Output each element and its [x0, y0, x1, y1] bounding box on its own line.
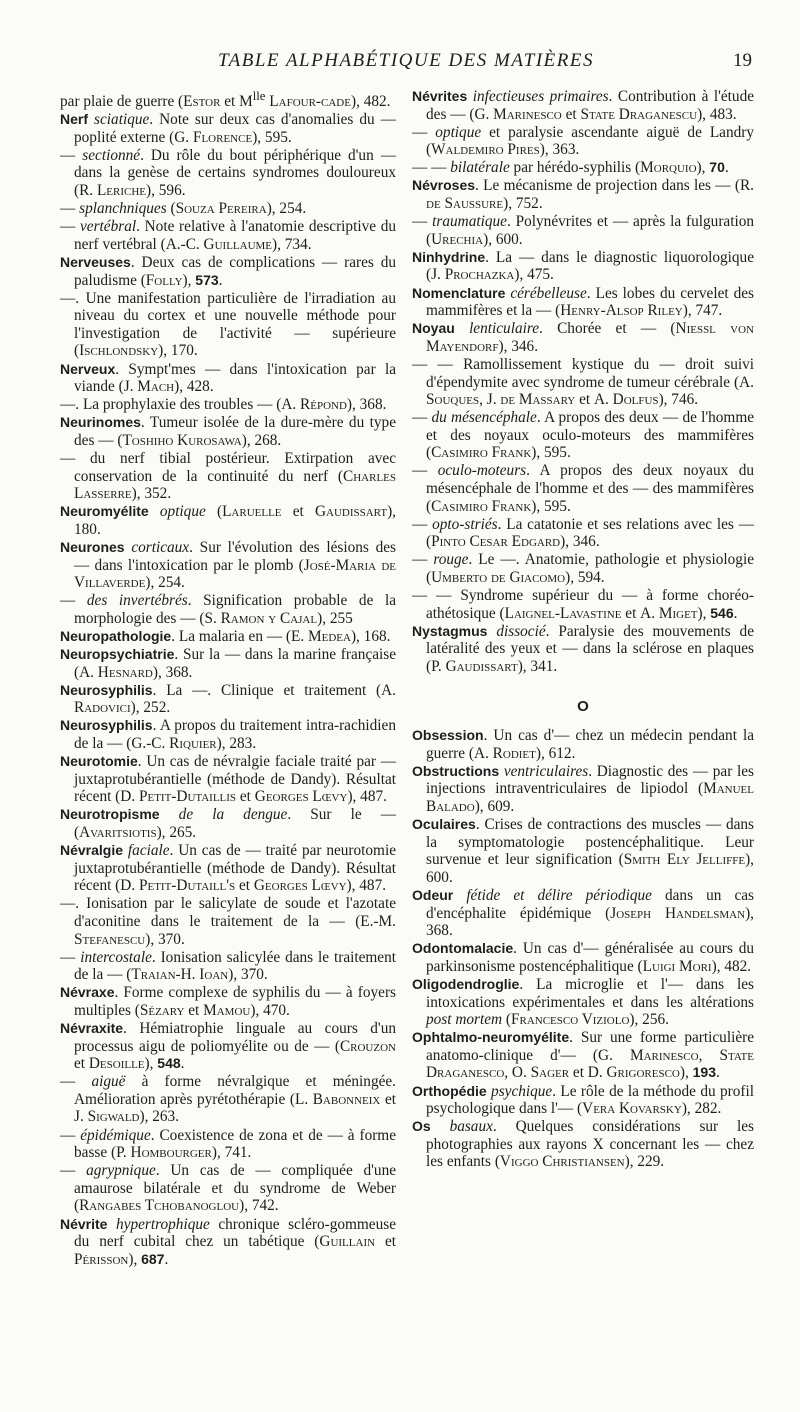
index-entry: — oculo-moteurs. A propos des deux noyaux du mésencéphale de l'homme et des — des mammifères (Casimiro Frank), 595.	[412, 462, 754, 515]
entries-n	[412, 88, 754, 676]
index-entry: Nerveuses. Deux cas de complications — rares du paludisme (Folly), 573.	[60, 253, 396, 289]
index-entry: Nystagmus dissocié. Paralysie des mouvements de latéralité des yeux et — dans la sclérose en plaques (P. Gaudissart), 341.	[412, 622, 754, 675]
index-entry: Névrite hypertrophique chronique scléro-gommeuse du nerf cubital chez un tabétique (Guillain et Périsson), 687.	[60, 1215, 396, 1268]
index-entry: — agrypnique. Un cas de — compliquée d'une amaurose bilatérale et du syndrome de Weber (Rangabes Tchobanoglou), 742.	[60, 1162, 397, 1215]
index-entry: Obsession. Un cas d'— chez un médecin pendant la guerre (A. Rodiet), 612.	[412, 727, 754, 762]
index-entry: — du nerf tibial postérieur. Extirpation avec conservation de la continuité du nerf (Charles Lasserre), 352.	[60, 449, 396, 503]
index-entry: Ophtalmo-neuromyélite. Sur une forme particulière anatomo-clinique d'— (G. Marinesco, State Draganesco, O. Sager et D. Grigoresco), 193.	[412, 1029, 754, 1082]
index-entry: Neuromyélite optique (Laruelle et Gaudissart), 180.	[60, 503, 396, 538]
index-entry: — rouge. Le —. Anatomie, pathologie et physiologie (Umberto de Giacomo), 594.	[412, 551, 754, 587]
section-letter-o: O	[577, 697, 589, 715]
index-entry: —. Ionisation par le salicylate de soude et l'azotate d'aconitine dans le traitement de la — (E.-M. Stefanescu), 370.	[60, 895, 396, 948]
index-entry: Névrites infectieuses primaires. Contribution à l'étude des — (G. Marinesco et State Draganescu), 483.	[412, 88, 755, 123]
index-entry: Neuropathologie. La malaria en — (E. Medea), 168.	[60, 627, 391, 645]
index-entry: Neurotomie. Un cas de névralgie faciale traité par — juxtaprotubérantielle (méthode de Dandy). Résultat récent (D. Petit-Dutaillis et Georges Lœvy), 487.	[60, 753, 396, 806]
index-entry: — intercostale. Ionisation salicylée dans le traitement de la — (Traian-H. Ioan), 370.	[60, 948, 396, 984]
index-entry: — — Syndrome supérieur du — à forme choréo-athétosique (Laignel-Lavastine et A. Miget), 546.	[412, 587, 754, 622]
right-column	[412, 88, 754, 1172]
index-entry: Neurotropisme de la dengue. Sur le — (Avaritsiotis), 265.	[60, 806, 396, 841]
index-entry: Neurosyphilis. A propos du traitement intra-rachidien de la — (G.-C. Riquier), 283.	[60, 717, 396, 752]
index-entry: Névralgie faciale. Un cas de — traité par neurotomie juxtaprotubérantielle (méthode de Dandy). Résultat récent (D. Petit-Dutaill's et Georges Lœvy), 487.	[60, 842, 396, 895]
entries-o	[412, 727, 754, 1171]
index-entry: Neurones corticaux. Sur l'évolution des lésions des — dans l'intoxication par le plomb (José-Maria de Villaverde), 254.	[60, 538, 396, 592]
index-entry: Nerf sciatique. Note sur deux cas d'anomalies du — poplité externe (G. Florence), 595.	[60, 111, 396, 146]
index-entry: — — Ramollissement kystique du — droit suivi d'épendymite avec syndrome de tumeur cérébrale (A. Souques, J. de Massary et A. Dolfus), 746.	[412, 355, 754, 409]
index-entry: Neurinomes. Tumeur isolée de la dure-mère du type des — (Toshiho Kurosawa), 268.	[60, 414, 396, 449]
index-entry: Orthopédie psychique. Le rôle de la méthode du profil psychologique dans l'— (Vera Kovarsky), 282.	[412, 1082, 754, 1118]
index-entry: par plaie de guerre (Estor et $M^{lle}$ Lafour-cade), 482.	[60, 89, 391, 111]
index-entry: Névraxite. Hémiatrophie linguale au cours d'un processus aigu de poliomyélite ou de — (Crouzon et Desoille), 548.	[60, 1019, 396, 1073]
index-entry: — vertébral. Note relative à l'anatomie descriptive du nerf vertébral (A.-C. Guillaume), 734.	[60, 218, 397, 253]
index-entry: Neuropsychiatrie. Sur la — dans la marine française (A. Hesnard), 368.	[60, 646, 396, 681]
index-entry: — du mésencéphale. A propos des deux — de l'homme et des noyaux oculo-moteurs des mammifères (Casimiro Frank), 595.	[412, 409, 755, 462]
index-entry: Nomenclature cérébelleuse. Les lobes du cervelet des mammifères et la — (Henry-Alsop Riley), 747.	[412, 284, 754, 320]
page-header	[60, 46, 752, 76]
index-entry: Névraxe. Forme complexe de syphilis du — à foyers multiples (Sézary et Mamou), 470.	[60, 984, 396, 1019]
index-entry: —. La prophylaxie des troubles — (A. Répond), 368.	[60, 396, 387, 414]
index-entry: Nerveux. Sympt'mes — dans l'intoxication par la viande (J. Mach), 428.	[60, 360, 396, 396]
page-number: 19	[733, 50, 752, 71]
index-entry: Oculaires. Crises de contractions des muscles — dans la symptomatologie postencéphalitique. Leur survenue et leur signification (Smith Ely Jelliffe), 600.	[412, 816, 754, 886]
index-entry: Névroses. Le mécanisme de projection dans les — (R. de Saussure), 752.	[412, 177, 754, 213]
index-entry: — épidémique. Coexistence de zona et de — à forme basse (P. Hombourger), 741.	[60, 1126, 396, 1162]
index-entry: Neurosyphilis. La —. Clinique et traitement (A. Radovici), 252.	[60, 681, 396, 717]
index-entry: — des invertébrés. Signification probable de la morphologie des — (S. Ramon y Cajal), 255	[60, 592, 397, 627]
index-entry: Odontomalacie. Un cas d'— généralisée au cours du parkinsonisme postencéphalitique (Luigi Mori), 482.	[412, 940, 754, 975]
index-entry: — opto-striés. La catatonie et ses relations avec les — (Pinto Cesar Edgard), 346.	[412, 515, 754, 551]
index-entry: Noyau lenticulaire. Chorée et — (Niessl von Mayendorf), 346.	[412, 320, 754, 355]
index-entry: Oligodendroglie. La microglie et l'— dans les intoxications expérimentales et dans les altérations post mortem (Francesco Viziolo), 256.	[412, 976, 754, 1029]
index-entry: — traumatique. Polynévrites et — après la fulguration (Urechia), 600.	[412, 213, 754, 248]
index-entry: Obstructions ventriculaires. Diagnostic des — par les injections intraventriculaires de lipiodol (Manuel Balado), 609.	[412, 762, 755, 816]
index-entry: Odeur fétide et délire périodique dans un cas d'encéphalite épidémique (Joseph Handelsman), 368.	[412, 887, 754, 940]
running-title: TABLE ALPHABÉTIQUE DES MATIÈRES	[218, 50, 594, 71]
index-entry: — splanchniques (Souza Pereira), 254.	[60, 200, 307, 218]
index-entry: — sectionné. Du rôle du bout périphérique d'un — dans la genèse de certains syndromes douloureux (R. Leriche), 596.	[60, 146, 396, 200]
index-entry: — optique et paralysie ascendante aiguë de Landry (Waldemiro Pires), 363.	[412, 123, 755, 159]
left-column	[60, 88, 396, 1269]
index-entry: — — bilatérale par hérédo-syphilis (Morquio), 70.	[412, 159, 729, 177]
index-entry: Os basaux. Quelques considérations sur les photographies aux rayons X concernant les — chez les enfants (Viggo Christiansen), 229.	[412, 1118, 754, 1171]
index-entry: —. Une manifestation particulière de l'irradiation au niveau du cortex et une nouvelle méthode pour l'investigation de l'activité — supérieure (Ischlondsky), 170.	[60, 289, 396, 360]
index-entry: Ninhydrine. La — dans le diagnostic liquorologique (J. Prochazka), 475.	[412, 248, 754, 284]
index-entry: — aiguë à forme névralgique et méningée. Amélioration après pyrétothérapie (L. Babonneix et J. Sigwald), 263.	[60, 1073, 397, 1126]
